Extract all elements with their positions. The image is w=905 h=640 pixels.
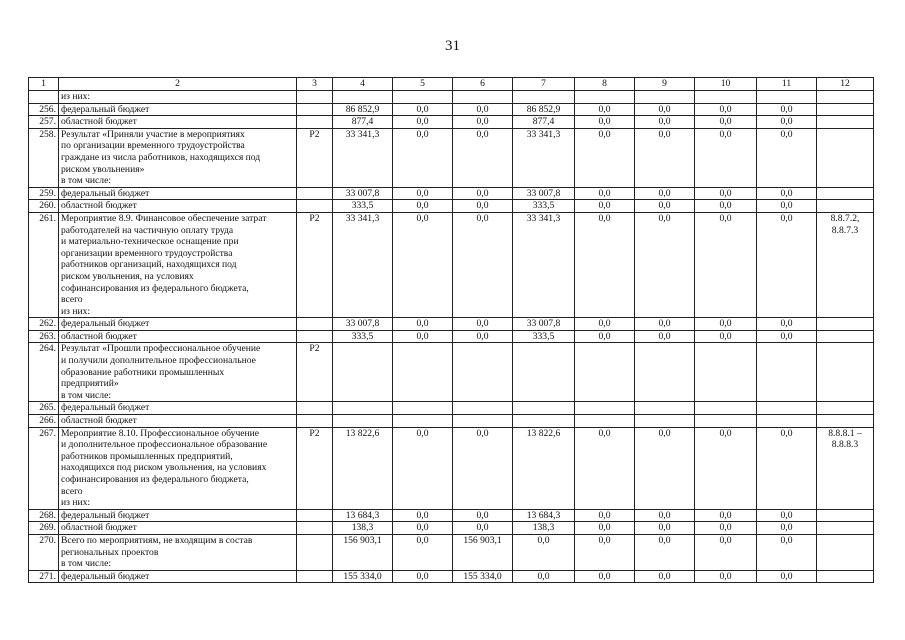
- cell-c7: 86 852,9: [513, 103, 575, 116]
- row-number-cell: 270.: [29, 534, 59, 570]
- table-header-row: [29, 78, 874, 91]
- cell-c11: 0,0: [757, 534, 817, 570]
- description-line: из них:: [61, 305, 91, 317]
- cell-c3: [297, 187, 333, 200]
- cell-c7: 33 007,8: [513, 187, 575, 200]
- cell-c11: [757, 91, 817, 104]
- cell-c8: 0,0: [575, 570, 635, 583]
- cell-c6: 0,0: [453, 522, 513, 535]
- cell-c12: [817, 415, 874, 428]
- cell-c3: [297, 91, 333, 104]
- cell-c8: 0,0: [575, 427, 635, 509]
- cell-c12: 8.8.7.2, 8.8.7.3: [817, 212, 874, 317]
- cell-c8: 0,0: [575, 200, 635, 213]
- cell-c12: [817, 187, 874, 200]
- cell-c11: 0,0: [757, 318, 817, 331]
- cell-c9: [635, 343, 695, 402]
- cell-c7: 333,5: [513, 330, 575, 343]
- column-header: 8: [575, 78, 635, 91]
- table-row: [29, 200, 874, 213]
- cell-c10: 0,0: [695, 200, 757, 213]
- cell-c12: [817, 534, 874, 570]
- cell-c5: 0,0: [393, 509, 453, 522]
- description-cell: [59, 318, 297, 331]
- description-cell: [59, 128, 297, 187]
- description-line: образование работники промышленных: [61, 366, 225, 378]
- cell-c5: 0,0: [393, 427, 453, 509]
- cell-c4: 333,5: [333, 200, 393, 213]
- cell-c6: 0,0: [453, 187, 513, 200]
- cell-c10: 0,0: [695, 509, 757, 522]
- row-number-cell: 269.: [29, 522, 59, 535]
- description-line: Мероприятие 8.9. Финансовое обеспечение затрат: [61, 212, 267, 224]
- description-cell: [59, 402, 297, 415]
- description-line: из них:: [61, 497, 91, 509]
- description-line: софинансирования из федерального бюджета,: [61, 474, 249, 485]
- cell-c7: [513, 415, 575, 428]
- column-header: 1: [29, 78, 59, 91]
- row-number-cell: 264.: [29, 343, 59, 402]
- table-row: [29, 509, 874, 522]
- description-line: из них:: [61, 91, 91, 102]
- description-line: граждане из числа работников, находящихся под: [61, 151, 261, 163]
- cell-c8: 0,0: [575, 212, 635, 317]
- row-number-cell: 271.: [29, 570, 59, 583]
- cell-c3: [297, 200, 333, 213]
- description-cell: [59, 509, 297, 522]
- cell-c10: 0,0: [695, 116, 757, 129]
- cell-c4: 33 007,8: [333, 318, 393, 331]
- row-number-cell: 268.: [29, 509, 59, 522]
- row-number-cell: 259.: [29, 187, 59, 200]
- cell-c5: 0,0: [393, 187, 453, 200]
- cell-c4: 13 684,3: [333, 509, 393, 522]
- cell-c3: [297, 402, 333, 415]
- description-cell: [59, 116, 297, 129]
- description-line: предприятий»: [61, 378, 119, 390]
- table-row: [29, 318, 874, 331]
- cell-c6: 0,0: [453, 128, 513, 187]
- cell-c5: 0,0: [393, 200, 453, 213]
- description-cell: [59, 91, 297, 104]
- cell-c5: 0,0: [393, 522, 453, 535]
- cell-c5: 0,0: [393, 318, 453, 331]
- cell-c4: 13 822,6: [333, 427, 393, 509]
- cell-c10: 0,0: [695, 103, 757, 116]
- description-cell: [59, 187, 297, 200]
- description-cell: [59, 103, 297, 116]
- description-line: областной бюджет: [61, 200, 137, 212]
- cell-c7: 13 684,3: [513, 509, 575, 522]
- cell-c9: 0,0: [635, 128, 695, 187]
- row-number-cell: [29, 91, 59, 104]
- page-number: 31: [445, 38, 460, 54]
- table-row: [29, 343, 874, 402]
- cell-c4: 33 341,3: [333, 128, 393, 187]
- cell-c5: 0,0: [393, 128, 453, 187]
- cell-c6: 155 334,0: [453, 570, 513, 583]
- cell-c6: 0,0: [453, 103, 513, 116]
- cell-c3: P2: [297, 427, 333, 509]
- cell-c7: 0,0: [513, 534, 575, 570]
- cell-c8: [575, 402, 635, 415]
- column-header: 12: [817, 78, 874, 91]
- description-line: федеральный бюджет: [61, 402, 150, 414]
- cell-c8: [575, 91, 635, 104]
- table-row: [29, 522, 874, 535]
- table-row: [29, 402, 874, 415]
- description-line: в том числе:: [61, 175, 112, 187]
- row-number-cell: 258.: [29, 128, 59, 187]
- cell-c4: 138,3: [333, 522, 393, 535]
- cell-c7: 0,0: [513, 570, 575, 583]
- cell-c11: 0,0: [757, 212, 817, 317]
- cell-c7: 138,3: [513, 522, 575, 535]
- cell-c11: 0,0: [757, 200, 817, 213]
- row-number-cell: 260.: [29, 200, 59, 213]
- description-line: федеральный бюджет: [61, 103, 150, 115]
- description-line: федеральный бюджет: [61, 187, 150, 199]
- row-number-cell: 256.: [29, 103, 59, 116]
- column-header: 6: [453, 78, 513, 91]
- description-line: областной бюджет: [61, 116, 137, 128]
- description-line: организации временного трудоустройства: [61, 247, 233, 259]
- cell-c10: 0,0: [695, 128, 757, 187]
- table-row: [29, 427, 874, 509]
- cell-c5: 0,0: [393, 534, 453, 570]
- description-line: в том числе:: [61, 558, 112, 570]
- cell-c12: [817, 200, 874, 213]
- cell-c10: 0,0: [695, 330, 757, 343]
- cell-c3: [297, 534, 333, 570]
- description-line: Всего по мероприятиям, не входящим в состав: [61, 534, 253, 546]
- cell-c12: [817, 402, 874, 415]
- column-header: 5: [393, 78, 453, 91]
- cell-c12: [817, 570, 874, 583]
- cell-c11: 0,0: [757, 116, 817, 129]
- cell-c8: 0,0: [575, 103, 635, 116]
- cell-c10: 0,0: [695, 522, 757, 535]
- cell-c6: [453, 91, 513, 104]
- cell-c5: 0,0: [393, 116, 453, 129]
- cell-c4: 877,4: [333, 116, 393, 129]
- cell-c12: [817, 91, 874, 104]
- cell-c5: [393, 91, 453, 104]
- table-row: [29, 330, 874, 343]
- cell-c11: 0,0: [757, 427, 817, 509]
- cell-c10: [695, 343, 757, 402]
- cell-c10: 0,0: [695, 427, 757, 509]
- description-line: риском увольнения, на условиях: [61, 270, 194, 282]
- cell-c6: 0,0: [453, 509, 513, 522]
- cell-c4: [333, 402, 393, 415]
- row-number-cell: 266.: [29, 415, 59, 428]
- cell-c11: 0,0: [757, 187, 817, 200]
- cell-c4: [333, 343, 393, 402]
- cell-c5: 0,0: [393, 103, 453, 116]
- cell-c11: [757, 343, 817, 402]
- description-line: и материально-техническое оснащение при: [61, 236, 239, 248]
- description-line: областной бюджет: [61, 522, 137, 534]
- description-cell: [59, 534, 297, 570]
- description-line: федеральный бюджет: [61, 318, 150, 330]
- description-cell: [59, 212, 297, 317]
- cell-c9: 0,0: [635, 318, 695, 331]
- table-row: [29, 415, 874, 428]
- description-line: по организации временного трудоустройства: [61, 140, 245, 152]
- cell-c6: [453, 343, 513, 402]
- description-line: риском увольнения»: [61, 163, 145, 175]
- cell-c9: [635, 415, 695, 428]
- cell-c5: 0,0: [393, 570, 453, 583]
- table-row: [29, 128, 874, 187]
- row-number-cell: 262.: [29, 318, 59, 331]
- cell-c8: 0,0: [575, 534, 635, 570]
- description-line: Мероприятие 8.10. Профессиональное обучение: [61, 427, 260, 439]
- cell-c9: 0,0: [635, 200, 695, 213]
- cell-c4: 333,5: [333, 330, 393, 343]
- cell-c7: 33 341,3: [513, 212, 575, 317]
- description-cell: [59, 200, 297, 213]
- table-row: [29, 103, 874, 116]
- cell-c10: 0,0: [695, 318, 757, 331]
- cell-c3: [297, 509, 333, 522]
- cell-c7: 33 007,8: [513, 318, 575, 331]
- description-line: в том числе:: [61, 389, 112, 401]
- table-row: [29, 570, 874, 583]
- description-line: областной бюджет: [61, 415, 137, 427]
- row-number-cell: 267.: [29, 427, 59, 509]
- cell-c3: [297, 318, 333, 331]
- cell-c6: 0,0: [453, 318, 513, 331]
- cell-c3: [297, 116, 333, 129]
- cell-c12: 8.8.8.1 – 8.8.8.3: [817, 427, 874, 509]
- cell-c8: 0,0: [575, 318, 635, 331]
- cell-c11: 0,0: [757, 570, 817, 583]
- cell-c4: 155 334,0: [333, 570, 393, 583]
- cell-c3: [297, 570, 333, 583]
- description-line: находящихся под риском увольнения, на условиях: [61, 462, 267, 474]
- description-line: областной бюджет: [61, 330, 137, 342]
- cell-c10: 0,0: [695, 570, 757, 583]
- cell-c9: 0,0: [635, 212, 695, 317]
- description-line: работников организаций, находящихся под: [61, 259, 237, 271]
- description-line: софинансирования из федерального бюджета,: [61, 282, 249, 294]
- cell-c4: [333, 415, 393, 428]
- description-cell: [59, 343, 297, 402]
- table-row: [29, 116, 874, 129]
- row-number-cell: 257.: [29, 116, 59, 129]
- cell-c3: [297, 103, 333, 116]
- cell-c9: 0,0: [635, 330, 695, 343]
- description-line: работодателей на частичную оплату труда: [61, 224, 234, 236]
- cell-c8: [575, 415, 635, 428]
- column-header: 7: [513, 78, 575, 91]
- description-cell: [59, 522, 297, 535]
- cell-c9: 0,0: [635, 534, 695, 570]
- row-number-cell: 263.: [29, 330, 59, 343]
- cell-c8: 0,0: [575, 522, 635, 535]
- cell-c5: [393, 402, 453, 415]
- cell-c7: 13 822,6: [513, 427, 575, 509]
- cell-c4: 156 903,1: [333, 534, 393, 570]
- cell-c8: 0,0: [575, 128, 635, 187]
- cell-c8: 0,0: [575, 187, 635, 200]
- table-row: [29, 187, 874, 200]
- cell-c10: 0,0: [695, 187, 757, 200]
- description-cell: [59, 415, 297, 428]
- cell-c6: [453, 415, 513, 428]
- description-line: всего: [61, 485, 83, 497]
- cell-c3: P2: [297, 128, 333, 187]
- cell-c9: 0,0: [635, 116, 695, 129]
- row-number-cell: 261.: [29, 212, 59, 317]
- cell-c12: [817, 509, 874, 522]
- cell-c4: [333, 91, 393, 104]
- cell-c12: [817, 116, 874, 129]
- column-header: 11: [757, 78, 817, 91]
- cell-c11: [757, 415, 817, 428]
- cell-c10: 0,0: [695, 534, 757, 570]
- cell-c10: [695, 402, 757, 415]
- cell-c6: 0,0: [453, 330, 513, 343]
- cell-c12: [817, 343, 874, 402]
- cell-c9: 0,0: [635, 509, 695, 522]
- cell-c9: [635, 91, 695, 104]
- cell-c5: [393, 415, 453, 428]
- cell-c7: [513, 402, 575, 415]
- description-line: федеральный бюджет: [61, 570, 150, 582]
- cell-c11: 0,0: [757, 128, 817, 187]
- row-number-cell: 265.: [29, 402, 59, 415]
- cell-c11: [757, 402, 817, 415]
- cell-c9: 0,0: [635, 570, 695, 583]
- description-line: региональных проектов: [61, 546, 159, 558]
- cell-c5: [393, 343, 453, 402]
- cell-c7: 333,5: [513, 200, 575, 213]
- cell-c8: 0,0: [575, 330, 635, 343]
- description-line: всего: [61, 294, 83, 306]
- column-header: 4: [333, 78, 393, 91]
- cell-c9: 0,0: [635, 187, 695, 200]
- cell-c6: 0,0: [453, 212, 513, 317]
- column-header: 9: [635, 78, 695, 91]
- cell-c3: [297, 330, 333, 343]
- cell-c11: 0,0: [757, 330, 817, 343]
- cell-c7: 877,4: [513, 116, 575, 129]
- cell-c9: 0,0: [635, 427, 695, 509]
- description-cell: [59, 330, 297, 343]
- cell-c12: [817, 128, 874, 187]
- cell-c8: 0,0: [575, 116, 635, 129]
- cell-c12: [817, 318, 874, 331]
- table-row: [29, 91, 874, 104]
- cell-c8: 0,0: [575, 509, 635, 522]
- description-line: работников промышленных предприятий,: [61, 450, 233, 462]
- column-header: 2: [59, 78, 297, 91]
- description-line: Результат «Приняли участие в мероприятиях: [61, 128, 245, 140]
- cell-c6: 0,0: [453, 427, 513, 509]
- description-line: и дополнительное профессиональное образование: [61, 439, 268, 451]
- cell-c11: 0,0: [757, 522, 817, 535]
- cell-c10: [695, 91, 757, 104]
- description-cell: [59, 427, 297, 509]
- cell-c6: 156 903,1: [453, 534, 513, 570]
- cell-c10: [695, 415, 757, 428]
- cell-c7: 33 341,3: [513, 128, 575, 187]
- cell-c12: [817, 103, 874, 116]
- cell-c6: [453, 402, 513, 415]
- cell-c12: [817, 522, 874, 535]
- cell-c6: 0,0: [453, 116, 513, 129]
- budget-table: [28, 77, 874, 583]
- table-row: [29, 534, 874, 570]
- cell-c3: P2: [297, 343, 333, 402]
- cell-c10: 0,0: [695, 212, 757, 317]
- cell-c3: P2: [297, 212, 333, 317]
- column-header: 10: [695, 78, 757, 91]
- cell-c5: 0,0: [393, 212, 453, 317]
- description-cell: [59, 570, 297, 583]
- description-line: Результат «Прошли профессиональное обучение: [61, 343, 261, 355]
- description-line: и получили дополнительное профессиональное: [61, 355, 256, 367]
- column-header: 3: [297, 78, 333, 91]
- cell-c9: 0,0: [635, 103, 695, 116]
- cell-c6: 0,0: [453, 200, 513, 213]
- cell-c9: 0,0: [635, 522, 695, 535]
- cell-c8: [575, 343, 635, 402]
- table-body: [29, 78, 874, 583]
- cell-c7: [513, 91, 575, 104]
- cell-c3: [297, 522, 333, 535]
- cell-c5: 0,0: [393, 330, 453, 343]
- cell-c3: [297, 415, 333, 428]
- cell-c11: 0,0: [757, 103, 817, 116]
- cell-c4: 33 341,3: [333, 212, 393, 317]
- cell-c9: [635, 402, 695, 415]
- table-row: [29, 212, 874, 317]
- cell-c12: [817, 330, 874, 343]
- description-line: федеральный бюджет: [61, 509, 150, 521]
- cell-c11: 0,0: [757, 509, 817, 522]
- cell-c4: 33 007,8: [333, 187, 393, 200]
- cell-c7: [513, 343, 575, 402]
- cell-c4: 86 852,9: [333, 103, 393, 116]
